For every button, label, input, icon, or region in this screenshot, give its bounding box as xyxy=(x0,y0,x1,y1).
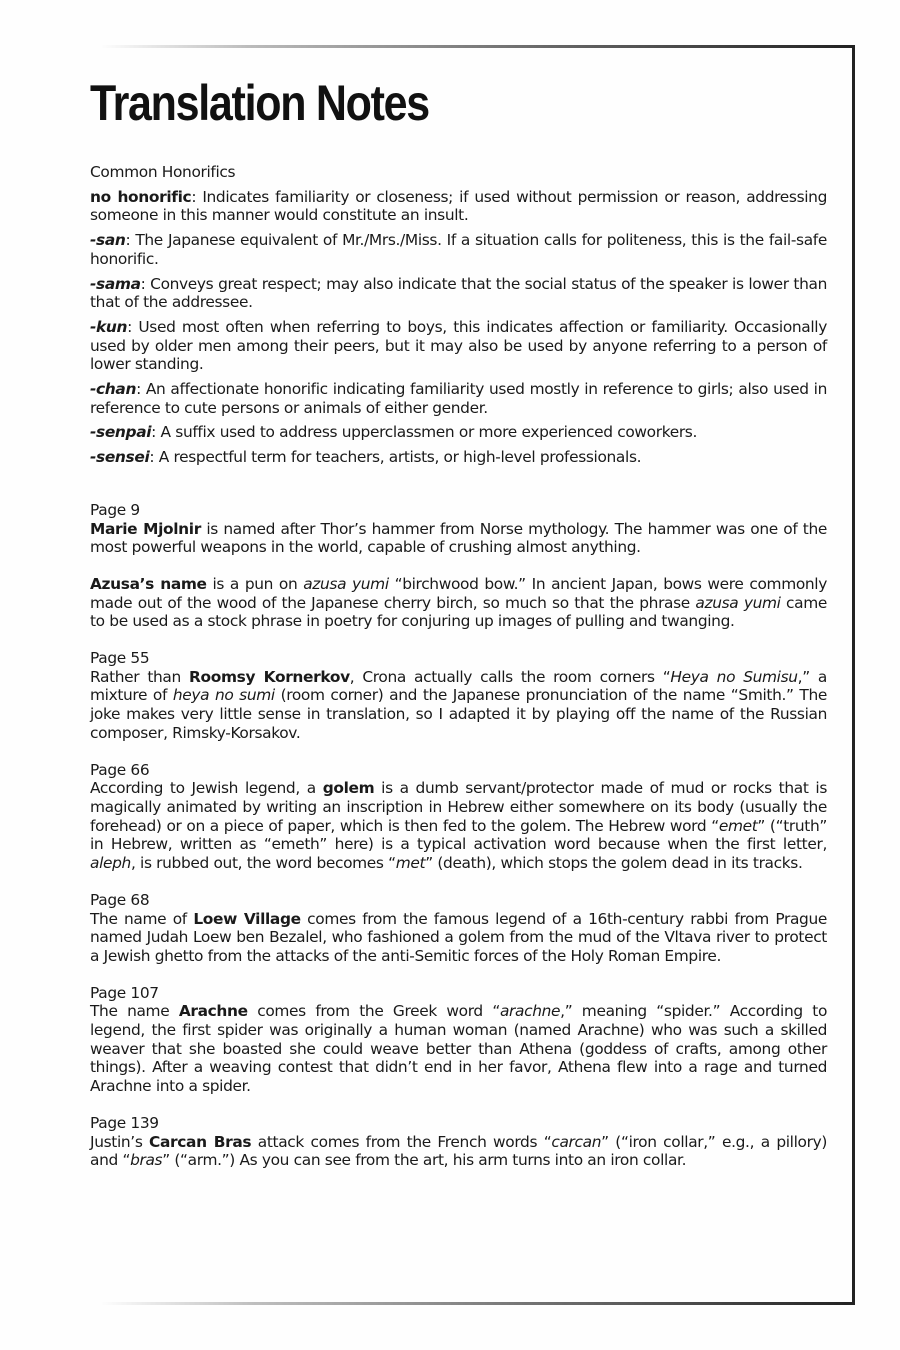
translation-note xyxy=(90,761,827,873)
note-foreign-word: azusa yumi xyxy=(303,574,389,593)
page-title: Translation Notes xyxy=(90,75,429,131)
honorific-definition: : Indicates familiarity or closeness; if used without permission or reason, addressing someone in this manner would constitute an insult. xyxy=(90,187,827,225)
translation-note xyxy=(90,575,827,631)
honorific-definition: : An affectionate honorific indicating familiarity used mostly in reference to girls; also used in reference to cute persons or animals of either gender. xyxy=(90,380,827,417)
note-foreign-word: aleph xyxy=(90,854,131,873)
note-text: is a dumb servant/protector made of mud or rocks that is magically animated by writing an inscription in Hebrew either somewhere on its body (usually the forehead) or on a piece of paper, which is then fed to the golem. The Hebrew word “ xyxy=(90,779,827,835)
honorific-term: -sama xyxy=(90,274,141,293)
honorifics-heading: Common Honorifics xyxy=(90,163,236,181)
honorific-entry xyxy=(90,188,827,225)
note-text: According to Jewish legend, a xyxy=(90,779,323,798)
honorific-entry xyxy=(90,318,827,374)
note-text: attack comes from the French words “ xyxy=(251,1132,552,1151)
honorific-term: -chan xyxy=(90,380,137,399)
note-term: Azusa’s name xyxy=(90,574,207,593)
translation-note xyxy=(90,649,827,743)
honorific-definition: : A respectful term for teachers, artists, or high-level professionals. xyxy=(149,448,642,467)
note-text: ” (death), which stops the golem dead in its tracks. xyxy=(425,854,803,873)
honorific-entry xyxy=(90,231,827,268)
page-reference: Page 66 xyxy=(90,760,150,779)
translation-note xyxy=(90,984,827,1096)
honorific-term: -sensei xyxy=(90,448,150,467)
honorific-definition: : Conveys great respect; may also indicate that the social status of the speaker is lower than that of the addressee. xyxy=(90,274,827,312)
honorific-definition: : The Japanese equivalent of Mr./Mrs./Miss. If a situation calls for politeness, this is the fail-safe honorific. xyxy=(90,231,827,268)
note-term: Marie Mjolnir xyxy=(90,519,201,538)
note-text: ,” a mixture of xyxy=(90,667,827,705)
honorific-term: no honorific xyxy=(90,187,192,206)
note-text: The name xyxy=(90,1002,179,1021)
honorific-definition: : Used most often when referring to boys, this indicates affection or familiarity. Occasionally used by older men among their peers, but it may also be used by anyone referring to a person of lower standing. xyxy=(90,317,827,374)
note-text: The name of xyxy=(90,909,194,928)
note-foreign-word: arachne xyxy=(499,1002,561,1021)
note-text: Rather than xyxy=(90,667,189,686)
page-reference: Page 68 xyxy=(90,890,150,909)
honorific-term: -senpai xyxy=(90,423,152,442)
note-term: golem xyxy=(322,779,375,798)
note-text: is named after Thor’s hammer from Norse mythology. The hammer was one of the most powerful weapons in the world, capable of crushing almost anything. xyxy=(90,519,828,557)
honorifics-section xyxy=(90,163,827,467)
note-text: comes from the famous legend of a 16th-century rabbi from Prague named Judah Loew ben Bezalel, who fashioned a golem from the mud of the Vltava river to protect a Jewish ghetto from the attacks of the anti-Semitic forces of the Holy Roman Empire. xyxy=(90,909,827,965)
page-reference: Page 9 xyxy=(90,500,140,519)
note-foreign-word: azusa yumi xyxy=(695,593,781,612)
page-reference: Page 139 xyxy=(90,1113,159,1132)
content xyxy=(90,163,827,1188)
frame-top-rule xyxy=(100,45,855,48)
translation-note xyxy=(90,501,827,557)
note-text: , is rubbed out, the word becomes “ xyxy=(130,854,396,873)
frame-bottom-rule xyxy=(100,1302,855,1305)
honorific-entry xyxy=(90,423,827,442)
note-term: Carcan Bras xyxy=(149,1132,252,1151)
honorific-term: -kun xyxy=(90,317,128,336)
note-foreign-word: heya no sumi xyxy=(172,686,275,705)
note-text: is a pun on xyxy=(206,574,304,593)
note-foreign-word: bras xyxy=(130,1151,163,1170)
note-text: ” (“truth” in Hebrew, written as “emeth” here) is a typical activation word because when the first letter, xyxy=(90,816,827,854)
note-text: came to be used as a stock phrase in poetry for conjuring up images of pulling and twanging. xyxy=(90,593,827,631)
note-text: (room corner) and the Japanese pronunciation of the name “Smith.” The joke makes very little sense in translation, so I adapted it by playing off the name of the Russian composer, Rimsky-Korsakov. xyxy=(90,686,827,742)
translation-note xyxy=(90,891,827,966)
honorific-entry xyxy=(90,448,827,467)
note-text: ,” meaning “spider.” According to legend, the first spider was originally a human woman (named Arachne) who was such a skilled weaver that she boasted she could weave better than Athena (goddess of crafts, among other things). After a weaving contest that didn’t end in her favor, Athena flew into a rage and turned Arachne into a spider. xyxy=(90,1002,828,1096)
note-foreign-word: Heya no Sumisu xyxy=(670,667,798,686)
note-text: comes from the Greek word “ xyxy=(247,1002,500,1021)
note-foreign-word: met xyxy=(395,854,426,873)
honorific-term: -san xyxy=(90,231,126,250)
note-text: ” (“iron collar,” e.g., a pillory) and “ xyxy=(90,1132,827,1170)
note-text: , Crona actually calls the room corners “ xyxy=(349,667,671,686)
note-text: Justin’s xyxy=(90,1132,150,1151)
note-foreign-word: carcan xyxy=(551,1132,602,1151)
note-term: Loew Village xyxy=(193,909,301,928)
honorific-entry xyxy=(90,380,827,417)
frame-right-rule xyxy=(852,45,855,1305)
note-text: “birchwood bow.” In ancient Japan, bows were commonly made out of the wood of the Japanese cherry birch, so much so that the phrase xyxy=(90,574,827,612)
page-reference: Page 55 xyxy=(90,649,150,668)
honorifics-list xyxy=(90,188,827,467)
note-term: Arachne xyxy=(178,1002,248,1021)
note-term: Roomsy Kornerkov xyxy=(189,667,350,686)
note-foreign-word: emet xyxy=(718,816,758,835)
honorific-entry xyxy=(90,275,827,312)
note-text: ” (“arm.”) As you can see from the art, his arm turns into an iron collar. xyxy=(162,1151,687,1170)
notes-section xyxy=(90,501,827,1170)
translation-note xyxy=(90,1114,827,1170)
page-reference: Page 107 xyxy=(90,983,159,1002)
honorific-definition: : A suffix used to address upperclassmen or more experienced coworkers. xyxy=(151,423,698,442)
